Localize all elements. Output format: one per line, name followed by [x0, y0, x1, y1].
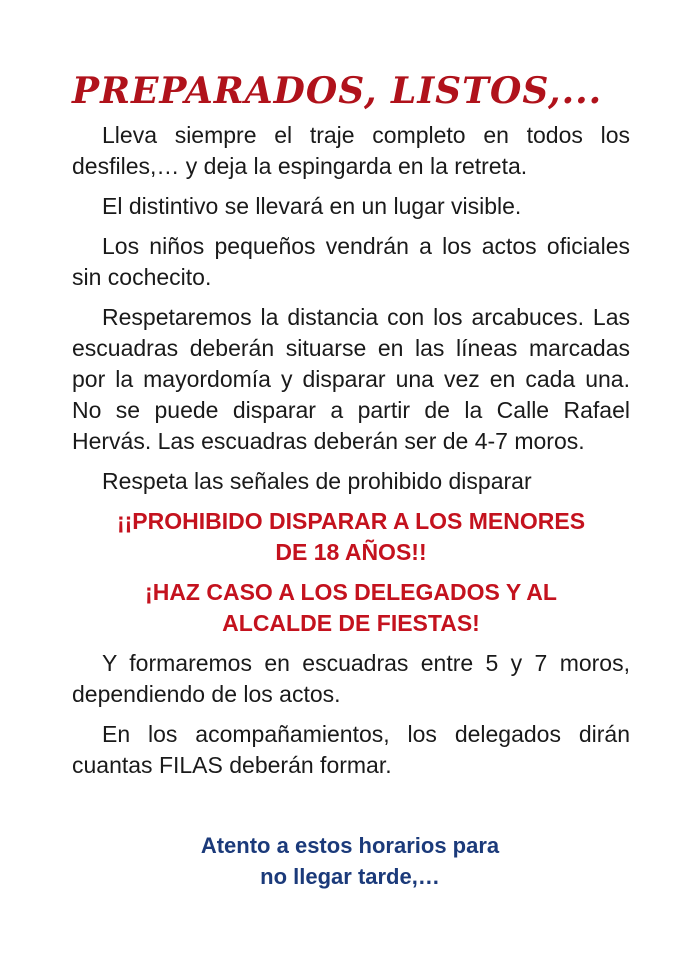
warning-menores-line-1: ¡¡PROHIBIDO DISPARAR A LOS MENORES — [116, 508, 586, 534]
closing-line-1: Atento a estos horarios para — [200, 833, 500, 858]
paragraph-ninos: Los niños pequeños vendrán a los actos oficiales sin cochecito. — [72, 233, 630, 290]
warning-menores-line-2: DE 18 AÑOS!! — [275, 539, 427, 565]
paragraph-arcabuces: Respetaremos la distancia con los arcabuces. Las escuadras deberán situarse en las líneas marcadas por la mayordomía y disparar una vez en cada una. No se puede disparar a partir de la Calle Rafael Hervás. Las escuadras deberán ser de 4-7 moros. — [72, 304, 630, 454]
paragraph-acompanamientos: En los acompañamientos, los delegados dirán cuantas FILAS deberán formar. — [72, 721, 630, 778]
warning-delegados-line-1: ¡HAZ CASO A LOS DELEGADOS Y AL — [145, 579, 557, 605]
paragraph-distintivo: El distintivo se llevará en un lugar visible. — [102, 193, 522, 219]
warning-delegados-line-2: ALCALDE DE FIESTAS! — [222, 610, 480, 636]
warning-delegados — [72, 577, 630, 639]
paragraph-senales: Respeta las señales de prohibido disparar — [102, 468, 532, 494]
closing-note — [0, 830, 700, 892]
paragraph-escuadras: Y formaremos en escuadras entre 5 y 7 moros, dependiendo de los actos. — [72, 650, 630, 707]
closing-line-2: no llegar tarde,… — [260, 864, 440, 889]
page-title: PREPARADOS, LISTOS,... — [72, 70, 603, 112]
page-content — [72, 68, 630, 790]
warning-menores — [72, 506, 630, 568]
paragraph-traje: Lleva siempre el traje completo en todos los desfiles,… y deja la espingarda en la retreta. — [72, 122, 630, 179]
